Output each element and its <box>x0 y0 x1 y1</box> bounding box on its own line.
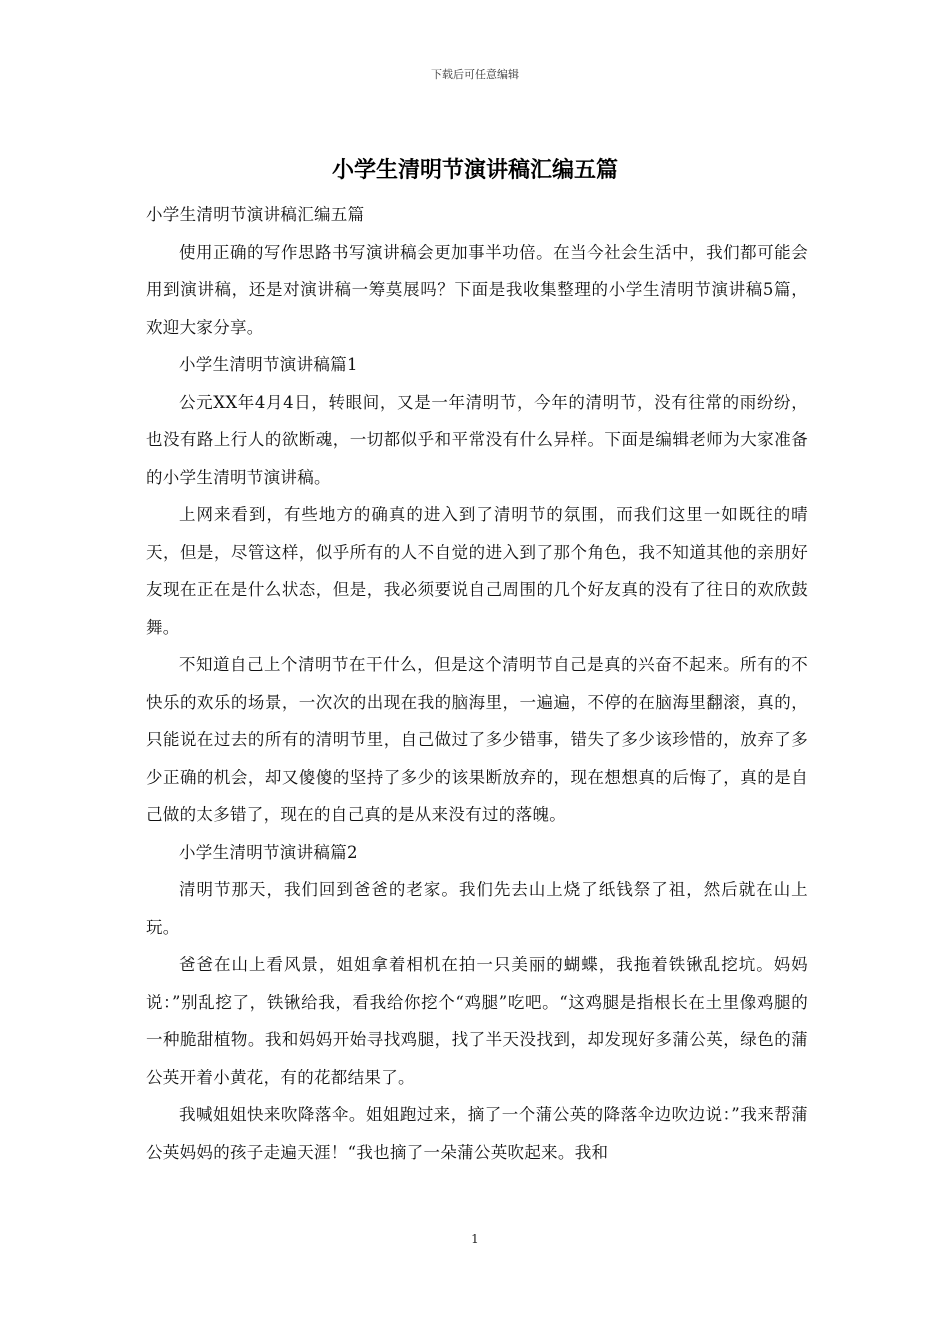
body-paragraph: 公元XX年4月4日，转眼间，又是一年清明节，今年的清明节，没有往常的雨纷纷，也没有路上行人的欲断魂，一切都似乎和平常没有什么异样。下面是编辑老师为大家准备的小学生清明节演讲稿。 <box>146 392 808 487</box>
body-paragraph: 爸爸在山上看风景，姐姐拿着相机在拍一只美丽的蝴蝶，我拖着铁锹乱挖坑。妈妈说：”别乱挖了，铁锹给我，看我给你挖个“鸡腿”吃吧。“这鸡腿是指根长在土里像鸡腿的一种脆甜植物。我和妈妈开始寻找鸡腿，找了半天没找到，却发现好多蒲公英，绿色的蒲公英开着小黄花，有的花都结果了。 <box>146 955 808 1087</box>
page-number: 1 <box>471 1232 479 1246</box>
document-title: 小学生清明节演讲稿汇编五篇 <box>331 157 618 183</box>
page-header: 下载后可任意编辑 <box>431 68 519 81</box>
subtitle-paragraph: 小学生清明节演讲稿汇编五篇 <box>146 205 365 224</box>
body-paragraph: 我喊姐姐快来吹降落伞。姐姐跑过来，摘了一个蒲公英的降落伞边吹边说：”我来帮蒲公英妈妈的孩子走遍天涯！“我也摘了一朵蒲公英吹起来。我和 <box>146 1105 808 1162</box>
section-heading-1: 小学生清明节演讲稿篇1 <box>179 355 358 374</box>
body-paragraph: 不知道自己上个清明节在干什么，但是这个清明节自己是真的兴奋不起来。所有的不快乐的欢乐的场景，一次次的出现在我的脑海里，一遍遍，不停的在脑海里翻滚，真的，只能说在过去的所有的清明节里，自己做过了多少错事，错失了多少该珍惜的，放弃了多少正确的机会，却又傻傻的坚持了多少的该果断放弃的，现在想想真的后悔了，真的是自己做的太多错了，现在的自己真的是从来没有过的落魄。 <box>146 655 808 824</box>
intro-paragraph: 使用正确的写作思路书写演讲稿会更加事半功倍。在当今社会生活中，我们都可能会用到演讲稿，还是对演讲稿一筹莫展吗？下面是我收集整理的小学生清明节演讲稿5篇，欢迎大家分享。 <box>146 242 808 337</box>
body-paragraph: 上网来看到，有些地方的确真的进入到了清明节的氛围，而我们这里一如既往的晴天，但是，尽管这样，似乎所有的人不自觉的进入到了那个角色，我不知道其他的亲朋好友现在正在是什么状态，但是，我必须要说自己周围的几个好友真的没有了往日的欢欣鼓舞。 <box>146 505 808 637</box>
body-paragraph: 清明节那天，我们回到爸爸的老家。我们先去山上烧了纸钱祭了祖，然后就在山上玩。 <box>146 880 808 937</box>
section-heading-2: 小学生清明节演讲稿篇2 <box>179 842 358 862</box>
document-body <box>146 196 808 1171</box>
